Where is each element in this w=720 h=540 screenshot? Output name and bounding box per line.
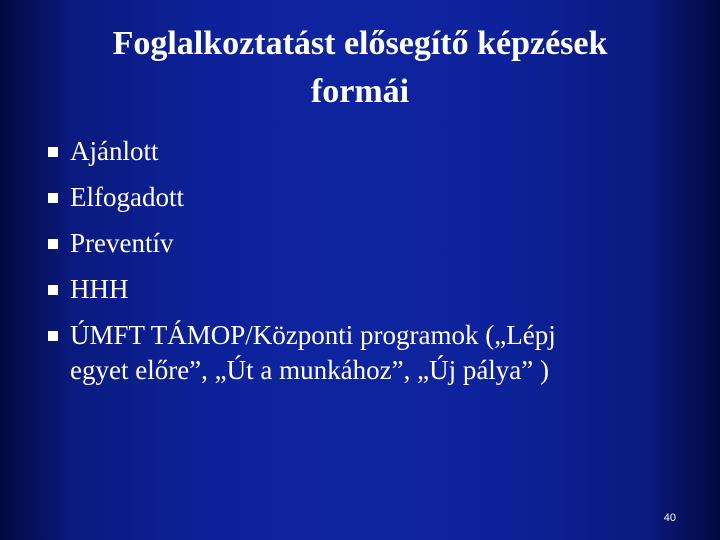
bullet-item-umft-tamop bbox=[48, 318, 688, 388]
page-number: 40 bbox=[663, 512, 676, 524]
bullet-text-line-2: egyet előre”, „Út a munkához”, „Új pálya” ) bbox=[70, 355, 550, 385]
bullet-list bbox=[48, 134, 688, 399]
slide-title-line-1: Foglalkoztatást elősegítő képzések bbox=[112, 25, 608, 62]
bullet-text: Preventív bbox=[70, 228, 174, 258]
square-bullet-icon bbox=[48, 331, 58, 341]
bullet-item-elfogadott bbox=[48, 180, 688, 215]
square-bullet-icon bbox=[48, 285, 58, 295]
square-bullet-icon bbox=[48, 239, 58, 249]
bullet-text-line-1: ÚMFT TÁMOP/Központi programok („Lépj bbox=[70, 320, 556, 350]
bullet-text: HHH bbox=[70, 274, 129, 304]
bullet-text: Ajánlott bbox=[70, 136, 159, 166]
square-bullet-icon bbox=[48, 193, 58, 203]
slide-title-line-2: formái bbox=[310, 73, 410, 110]
bullet-text: Elfogadott bbox=[70, 182, 184, 212]
square-bullet-icon bbox=[48, 147, 58, 157]
bullet-item-preventiv bbox=[48, 226, 688, 261]
slide-title bbox=[40, 20, 680, 116]
bullet-item-hhh bbox=[48, 272, 688, 307]
bullet-item-ajanlott bbox=[48, 134, 688, 169]
